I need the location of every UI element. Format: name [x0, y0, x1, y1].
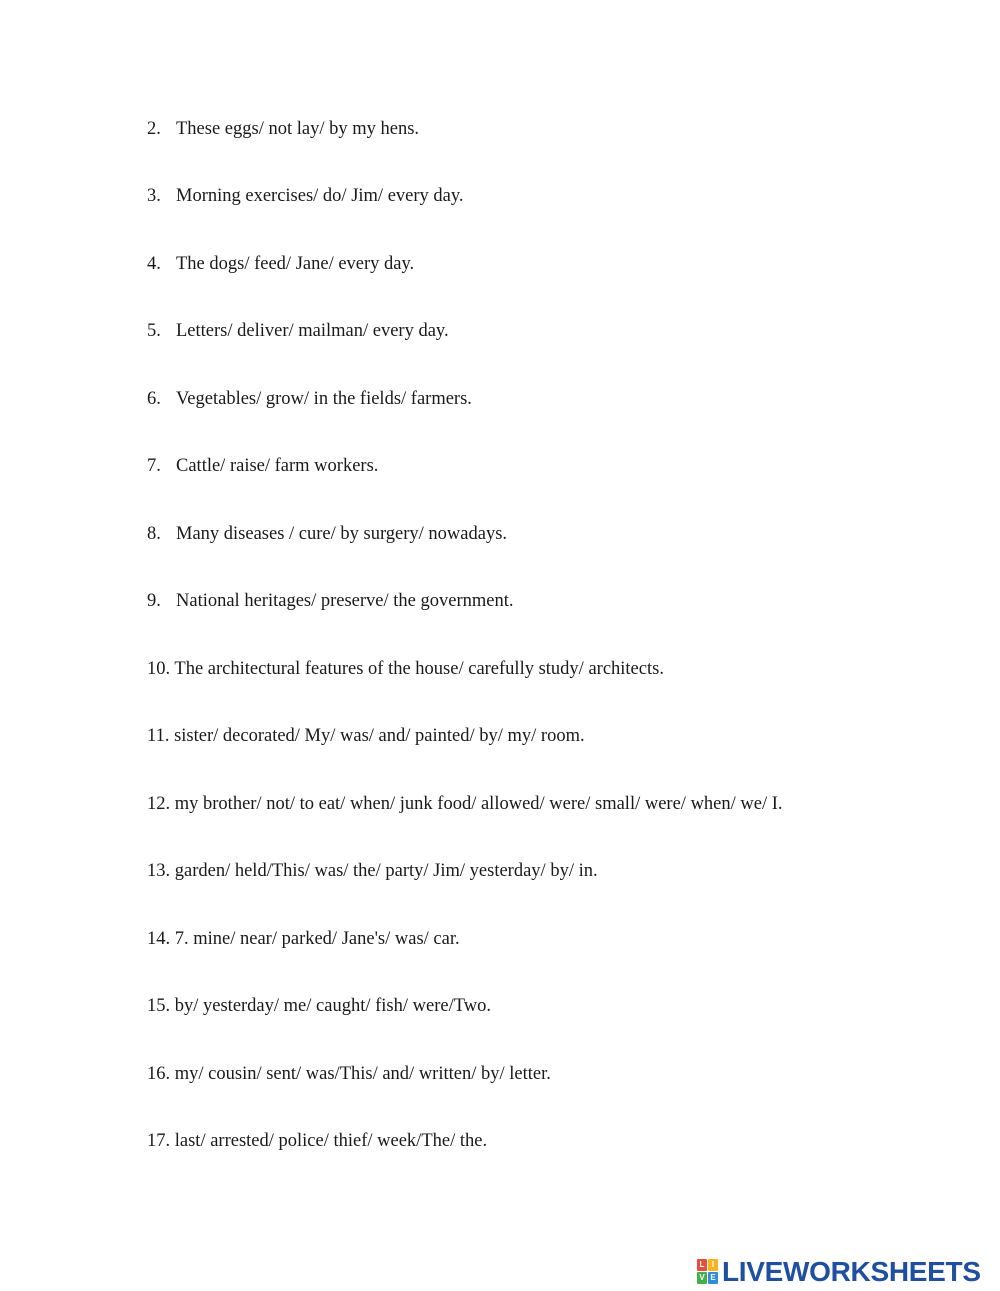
exercise-item — [147, 995, 491, 1017]
logo-block-l: L — [697, 1259, 707, 1271]
item-text: Morning exercises/ do/ Jim/ every day. — [176, 186, 464, 206]
item-number: 14. — [147, 929, 171, 949]
exercise-item — [147, 725, 585, 747]
exercise-item — [147, 1063, 551, 1085]
item-text: by/ yesterday/ me/ caught/ fish/ were/Two. — [174, 996, 491, 1016]
exercise-item — [147, 523, 507, 545]
item-text: last/ arrested/ police/ thief/ week/The/ the. — [174, 1131, 488, 1151]
item-number: 7. — [147, 456, 161, 476]
exercise-item — [147, 388, 472, 410]
item-number: 17. — [147, 1131, 171, 1151]
item-number: 2. — [147, 119, 161, 139]
item-number: 12. — [147, 794, 171, 814]
item-text: my brother/ not/ to eat/ when/ junk food/ allowed/ were/ small/ were/ when/ we/ I. — [174, 794, 783, 814]
item-number: 6. — [147, 389, 161, 409]
item-text: These eggs/ not lay/ by my hens. — [176, 119, 420, 139]
item-text: Cattle/ raise/ farm workers. — [176, 456, 379, 476]
item-text: my/ cousin/ sent/ was/This/ and/ written/ by/ letter. — [174, 1064, 551, 1084]
exercise-item — [147, 928, 460, 950]
item-text: The dogs/ feed/ Jane/ every day. — [176, 254, 415, 274]
item-text: garden/ held/This/ was/ the/ party/ Jim/ yesterday/ by/ in. — [174, 861, 598, 881]
exercise-item — [147, 590, 514, 612]
item-text: National heritages/ preserve/ the government. — [176, 591, 514, 611]
item-number: 10. — [147, 659, 171, 679]
item-number: 13. — [147, 861, 171, 881]
exercise-item — [147, 860, 598, 882]
liveworksheets-logo[interactable] — [697, 1255, 981, 1289]
logo-block-i: I — [708, 1259, 718, 1271]
item-number: 3. — [147, 186, 161, 206]
exercise-item — [147, 253, 414, 275]
item-text: Many diseases / cure/ by surgery/ nowadays. — [176, 524, 508, 544]
item-text: sister/ decorated/ My/ was/ and/ painted/ by/ my/ room. — [174, 726, 585, 746]
exercise-item — [147, 455, 378, 477]
item-text: 7. mine/ near/ parked/ Jane's/ was/ car. — [174, 929, 460, 949]
exercise-item — [147, 320, 449, 342]
item-text: Letters/ deliver/ mailman/ every day. — [176, 321, 449, 341]
liveworksheets-logo-text: LIVEWORKSHEETS — [722, 1256, 981, 1287]
liveworksheets-logo-icon — [697, 1259, 719, 1285]
exercise-item — [147, 185, 464, 207]
item-text: Vegetables/ grow/ in the fields/ farmers. — [176, 389, 472, 409]
item-number: 11. — [147, 726, 170, 746]
exercise-item — [147, 1130, 487, 1152]
exercise-item — [147, 658, 664, 680]
item-number: 4. — [147, 254, 161, 274]
item-number: 9. — [147, 591, 161, 611]
exercise-item — [147, 793, 783, 815]
item-number: 8. — [147, 524, 161, 544]
item-number: 15. — [147, 996, 171, 1016]
exercise-item — [147, 118, 419, 140]
logo-block-e: E — [708, 1272, 718, 1284]
item-number: 16. — [147, 1064, 171, 1084]
logo-block-v: V — [697, 1272, 707, 1284]
item-text: The architectural features of the house/ carefully study/ architects. — [174, 659, 664, 679]
item-number: 5. — [147, 321, 161, 341]
